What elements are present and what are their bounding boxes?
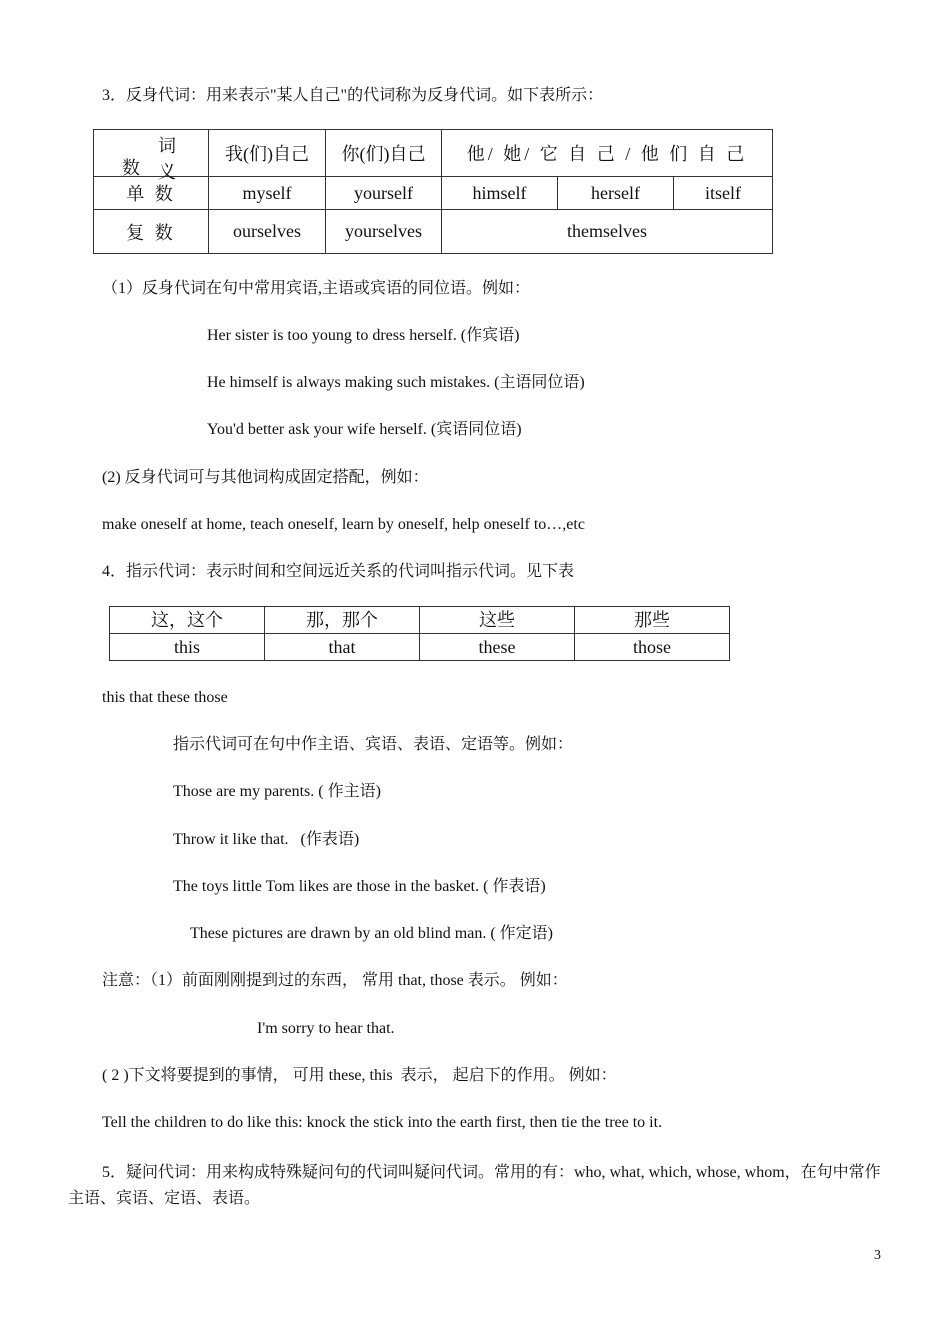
table-cell: that <box>265 634 420 661</box>
table-cell: this <box>110 634 265 661</box>
example-line: Her sister is too young to dress herself. (作宾语) <box>207 327 520 344</box>
table-cell: yourselves <box>326 210 442 254</box>
table-cell: ourselves <box>209 210 326 254</box>
table-cell: himself <box>442 177 558 210</box>
col-header-third-person: 他/ 她/ 它 自 己 / 他 们 自 己 <box>442 130 773 177</box>
row-label-singular: 单 数 <box>94 177 209 210</box>
table-cell: those <box>575 634 730 661</box>
after-table-text: this that these those <box>102 689 228 706</box>
table-cell: these <box>420 634 575 661</box>
corner-bottom-label: 数 <box>122 158 140 178</box>
table-header-cell: 那些 <box>575 607 730 634</box>
table-cell: herself <box>558 177 674 210</box>
table-cell: yourself <box>326 177 442 210</box>
corner-top-label: 词 义 <box>158 136 190 182</box>
example-line: These pictures are drawn by an old blind man. ( 作定语) <box>190 925 554 942</box>
page-number: 3 <box>874 1248 881 1263</box>
example-line: You'd better ask your wife herself. (宾语同位语) <box>207 421 522 438</box>
section4-heading: 4．指示代词：表示时间和空间远近关系的代词叫指示代词。见下表 <box>102 563 575 580</box>
table-header-cell: 那，那个 <box>265 607 420 634</box>
table-header-cell: 这，这个 <box>110 607 265 634</box>
table-cell: themselves <box>442 210 773 254</box>
note-line2: ( 2 )下文将要提到的事情， 可用 these, this 表示， 起启下的作用。 例如： <box>102 1067 617 1084</box>
note-line1: 注意：（1）前面刚刚提到过的东西， 常用 that, those 表示。 例如： <box>102 972 568 989</box>
demonstrative-pronoun-table <box>109 606 730 661</box>
example-line: He himself is always making such mistakes. (主语同位语) <box>207 374 585 391</box>
col-header-second-person: 你(们)自己 <box>326 130 442 177</box>
usage2-title: (2) 反身代词可与其他词构成固定搭配，例如： <box>102 469 429 486</box>
note-example2: Tell the children to do like this: knock the stick into the earth first, then tie the tree to it. <box>102 1114 663 1131</box>
table-cell: itself <box>674 177 773 210</box>
demo-usage-intro: 指示代词可在句中作主语、宾语、表语、定语等。例如： <box>173 736 574 753</box>
example-line: The toys little Tom likes are those in the basket. ( 作表语) <box>173 878 546 895</box>
table-cell: myself <box>209 177 326 210</box>
section5-paragraph: 5．疑问代词：用来构成特殊疑问句的代词叫疑问代词。常用的有：who, what, which, whose, whom，在句中常作主语、宾语、定语、表语。 <box>68 1164 881 1207</box>
table-corner-cell <box>94 130 209 182</box>
section3-heading: 3．反身代词：用来表示"某人自己"的代词称为反身代词。如下表所示： <box>102 87 604 104</box>
reflexive-pronoun-table <box>93 129 773 254</box>
usage2-example: make oneself at home, teach oneself, learn by oneself, help oneself to…,etc <box>102 516 585 533</box>
note-example1: I'm sorry to hear that. <box>257 1020 395 1037</box>
table-header-cell: 这些 <box>420 607 575 634</box>
example-line: Throw it like that. (作表语) <box>173 831 360 848</box>
example-line: Those are my parents. ( 作主语) <box>173 783 381 800</box>
col-header-first-person: 我(们)自己 <box>209 130 326 177</box>
row-label-plural: 复 数 <box>94 210 209 254</box>
usage1-title: （1）反身代词在句中常用宾语,主语或宾语的同位语。例如： <box>102 280 531 297</box>
